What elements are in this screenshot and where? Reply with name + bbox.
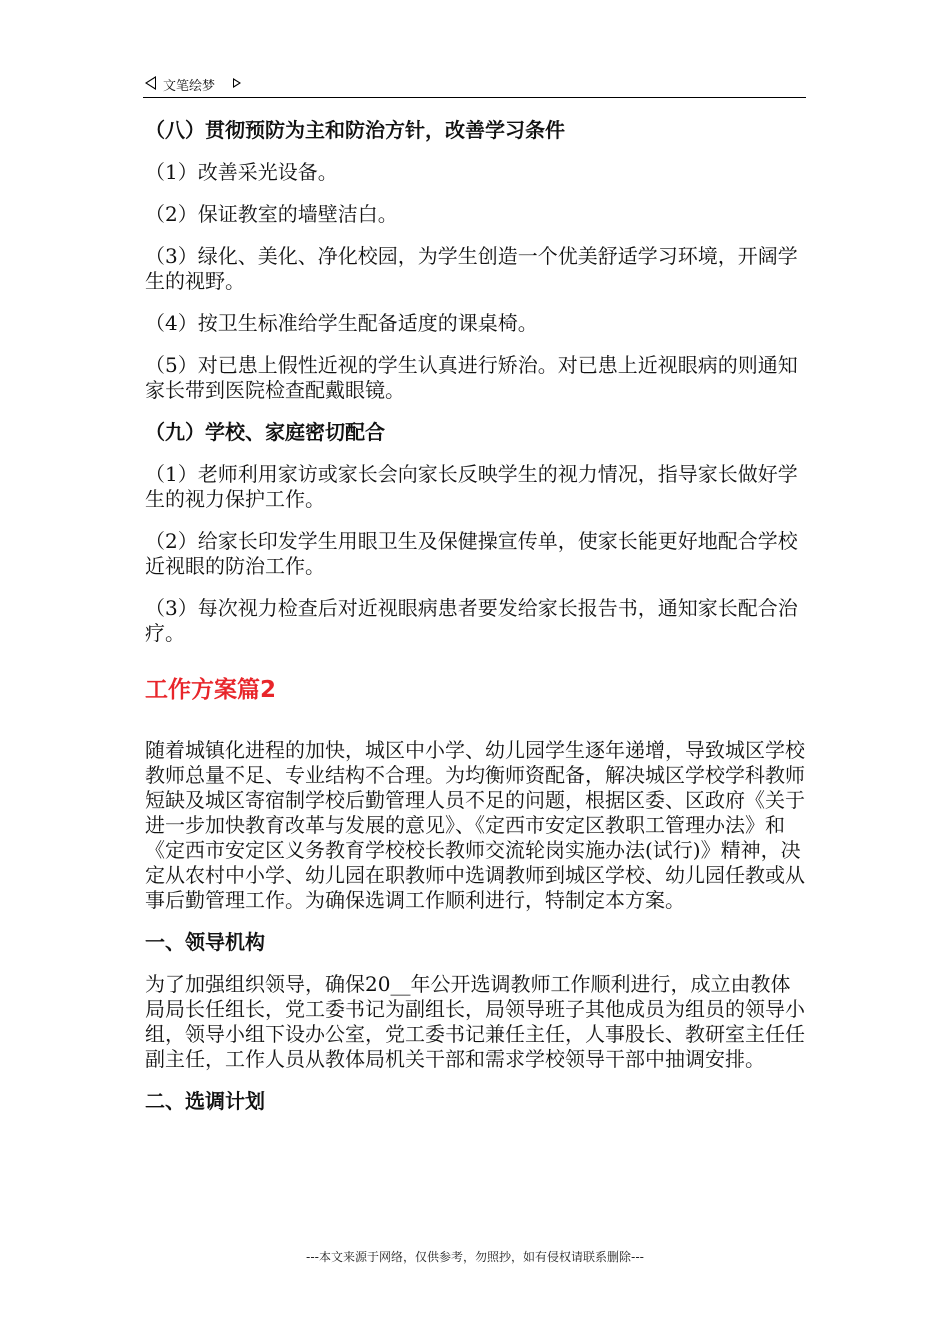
paragraph: （2）保证教室的墙壁洁白。 <box>145 202 398 226</box>
paragraph: 为了加强组织领导，确保20__年公开选调教师工作顺利进行，成立由教体局局长任组长，党工委书记为副组长，局领导班子其他成员为组员的领导小组，领导小组下设办公室，党工委书记兼任主任，人事股长、教研室主任任副主任，工作人员从教体局机关干部和需求学校领导干部中抽调安排。 <box>145 972 805 1071</box>
heading-8: （八）贯彻预防为主和防治方针，改善学习条件 <box>145 118 565 142</box>
heading-9: （九）学校、家庭密切配合 <box>145 420 385 444</box>
paragraph: （1）改善采光设备。 <box>145 160 338 184</box>
page-footer: ---本文来源于网络，仅供参考，勿照抄，如有侵权请联系删除--- <box>306 1250 644 1264</box>
paragraph: （3）每次视力检查后对近视眼病患者要发给家长报告书，通知家长配合治疗。 <box>145 596 798 645</box>
header-brand: 文笔绘梦 <box>163 79 216 94</box>
paragraph: （2）给家长印发学生用眼卫生及保健操宣传单，使家长能更好地配合学校近视眼的防治工作。 <box>145 529 798 578</box>
heading-leadership: 一、领导机构 <box>145 930 265 954</box>
paragraph: （5）对已患上假性近视的学生认真进行矫治。对已患上近视眼病的则通知家长带到医院检查配戴眼镜。 <box>145 353 798 402</box>
section-title: 工作方案篇2 <box>145 677 277 703</box>
paragraph: （1）老师利用家访或家长会向家长反映学生的视力情况，指导家长做好学生的视力保护工作。 <box>145 462 798 511</box>
paragraph: 随着城镇化进程的加快，城区中小学、幼儿园学生逐年递增，导致城区学校教师总量不足、专业结构不合理。为均衡师资配备，解决城区学校学科教师短缺及城区寄宿制学校后勤管理人员不足的问题，根据区委、区政府《关于进一步加快教育改革与发展的意见》、《定西市安定区教职工管理办法》和《定西市安定区义务教育学校校长教师交流轮岗实施办法(试行)》精神，决定从农村中小学、幼儿园在职教师中选调教师到城区学校、幼儿园任教或从事后勤管理工作。为确保选调工作顺利进行，特制定本方案。 <box>145 738 805 912</box>
paragraph: （3）绿化、美化、净化校园，为学生创造一个优美舒适学习环境，开阔学生的视野。 <box>145 244 798 293</box>
document-body <box>145 118 807 1114</box>
triangle-left-icon <box>145 76 156 90</box>
heading-plan: 二、选调计划 <box>145 1089 265 1113</box>
paragraph: （4）按卫生标准给学生配备适度的课桌椅。 <box>145 311 538 335</box>
triangle-right-icon <box>233 78 241 88</box>
page-header <box>143 70 806 98</box>
